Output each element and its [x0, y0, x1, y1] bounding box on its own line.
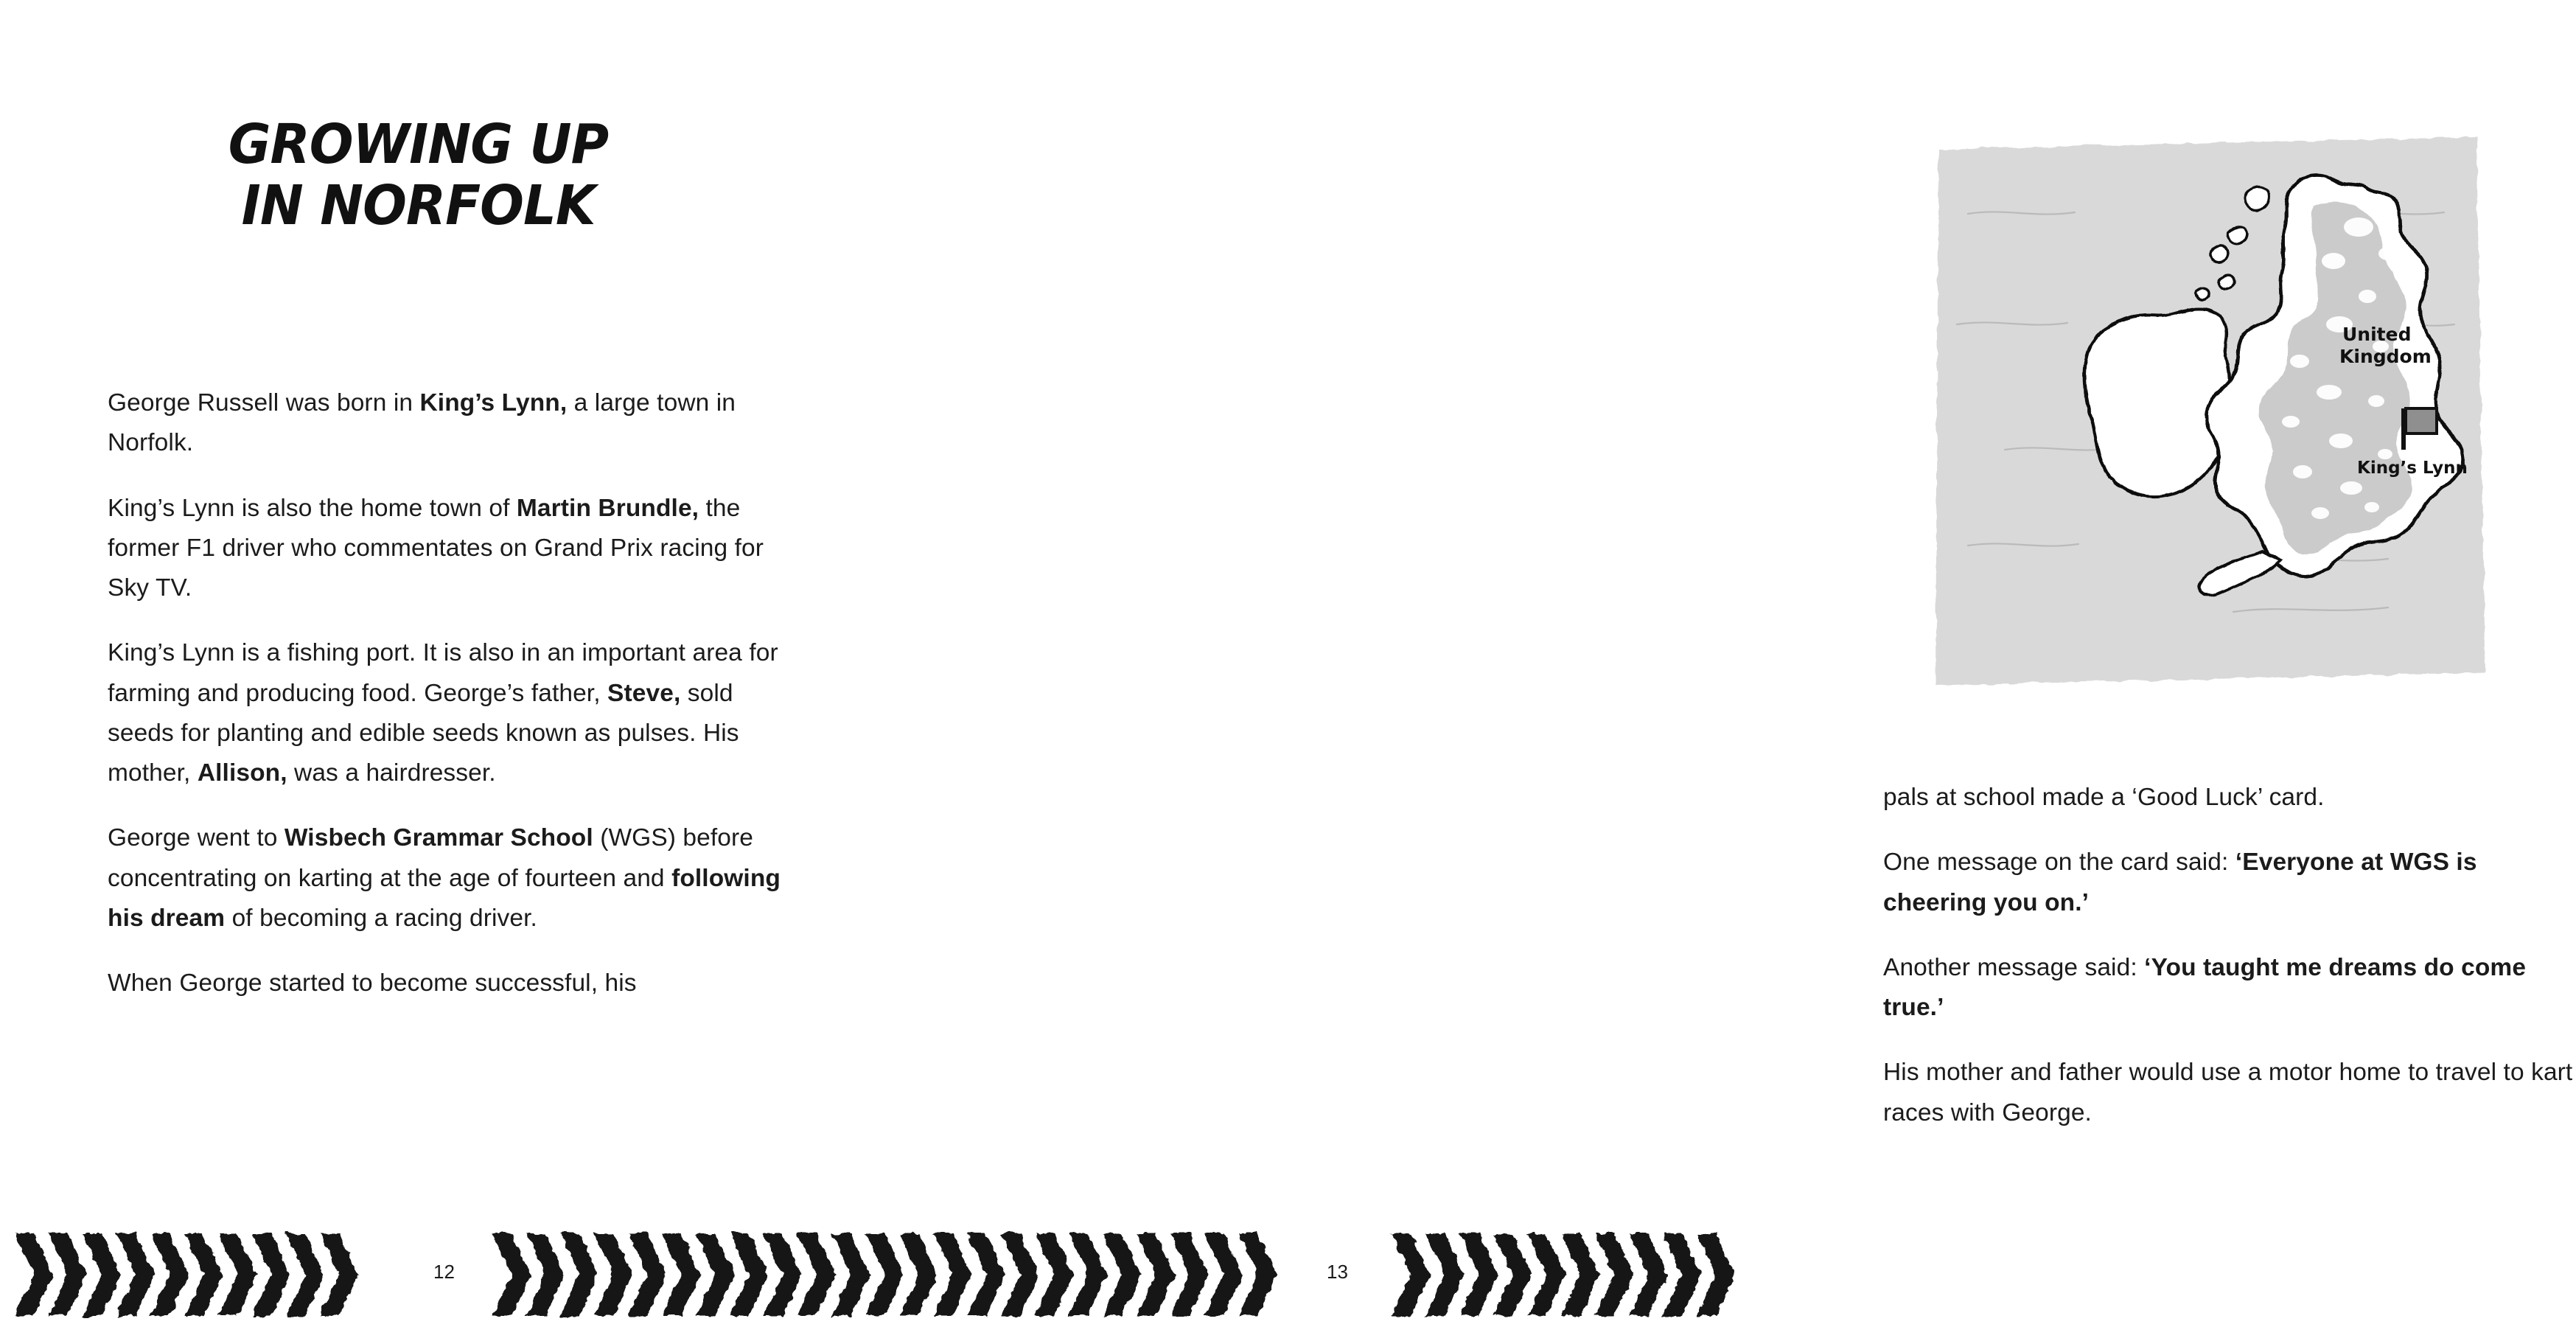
body-text: George Russell was born in: [108, 389, 420, 417]
body-text: Another message said:: [1883, 953, 2145, 981]
right-body-text: [1883, 778, 2576, 1133]
emphasis-text: following his dream: [108, 864, 781, 932]
page-number-right: 13: [1327, 1261, 1348, 1283]
emphasis-text: ‘You taught me dreams do come true.’: [1883, 953, 2527, 1022]
paragraph: [108, 964, 800, 1003]
page-title-line-2: IN NORFOLK: [241, 173, 596, 237]
paragraph: [1883, 1053, 2576, 1133]
svg-text:King’s Lynn: King’s Lynn: [2357, 459, 2468, 478]
paragraph: [108, 633, 800, 793]
emphasis-text: Martin Brundle,: [516, 494, 699, 522]
page-number-left: 12: [433, 1261, 455, 1283]
emphasis-text: Wisbech Grammar School: [284, 824, 593, 852]
paragraph: [108, 818, 800, 938]
paragraph: [108, 489, 800, 609]
page-title: [103, 114, 733, 237]
body-text: (WGS) before concentrating on karting at the age of fourteen and: [108, 824, 754, 892]
body-text: was a hairdresser.: [287, 759, 496, 787]
chevron-band-left: [7, 1229, 398, 1325]
emphasis-text: Steve,: [607, 679, 681, 707]
body-text: King’s Lynn is also the home town of: [108, 494, 517, 522]
paragraph: [1883, 778, 2576, 818]
chevron-band-right: [1386, 1229, 1769, 1325]
footer-decoration: [0, 1194, 1769, 1341]
page-left: [0, 0, 884, 1341]
body-text: a large town in Norfolk.: [108, 389, 736, 457]
chevron-band-center: [486, 1229, 1297, 1325]
body-text: sold seeds for planting and edible seeds known as pulses. His mother,: [108, 679, 739, 787]
emphasis-text: Allison,: [197, 759, 287, 787]
uk-map-illustration: [1916, 103, 2499, 715]
page-right: [884, 0, 2573, 1341]
body-text: George went to: [108, 824, 285, 852]
left-body-text: [108, 383, 800, 1003]
body-text: the former F1 driver who commentates on Grand Prix racing for Sky TV.: [108, 494, 764, 602]
body-text: His mother and father would use a motor home to travel to kart races with George.: [1883, 1059, 2573, 1126]
body-text: When George started to become successful, his: [108, 969, 637, 997]
paragraph: [108, 383, 800, 464]
emphasis-text: King’s Lynn,: [419, 389, 568, 417]
body-text: pals at school made a ‘Good Luck’ card.: [1883, 784, 2325, 811]
svg-text:United: United: [2342, 324, 2412, 345]
body-text: King’s Lynn is a fishing port. It is also in an important area for farming and producing food. George’s father,: [108, 639, 778, 707]
paragraph: [1883, 843, 2576, 923]
page-title-line-1: GROWING UP: [228, 113, 609, 176]
body-text: One message on the card said:: [1883, 849, 2235, 877]
emphasis-text: ‘Everyone at WGS is cheering you on.’: [1883, 849, 2477, 916]
paragraph: [1883, 948, 2576, 1028]
svg-text:Kingdom: Kingdom: [2339, 346, 2432, 367]
body-text: of becoming a racing driver.: [225, 904, 537, 932]
